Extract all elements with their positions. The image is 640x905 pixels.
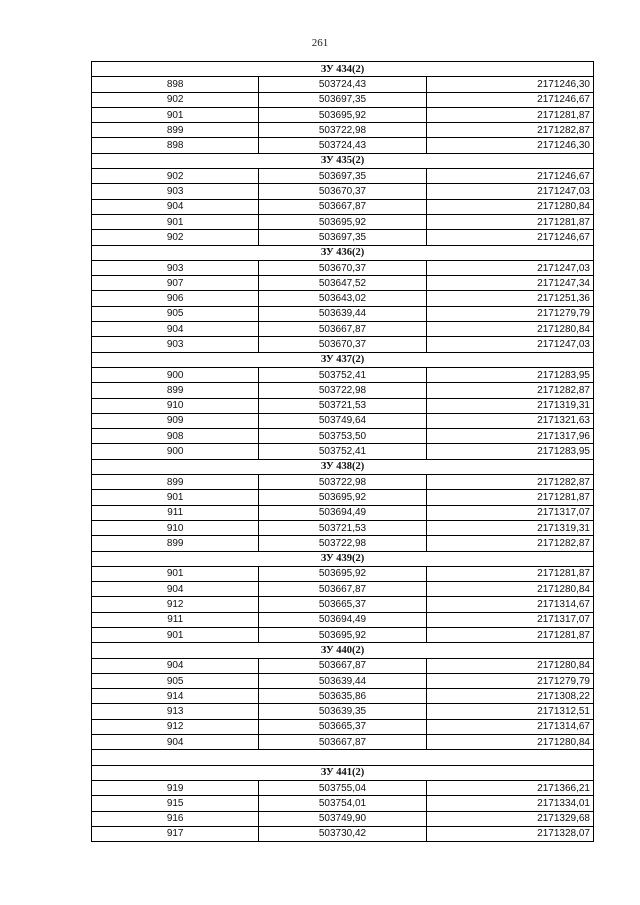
point-number-cell: 901 xyxy=(92,490,259,505)
section-title: ЗУ 438(2) xyxy=(92,459,594,474)
x-coordinate-cell: 503721,53 xyxy=(259,398,426,413)
point-number-cell: 902 xyxy=(92,230,259,245)
y-coordinate-cell: 2171329,68 xyxy=(426,811,593,826)
point-number-cell: 900 xyxy=(92,444,259,459)
x-coordinate-cell: 503730,42 xyxy=(259,826,426,841)
point-number-cell: 915 xyxy=(92,796,259,811)
point-number-cell: 904 xyxy=(92,199,259,214)
point-number-cell: 916 xyxy=(92,811,259,826)
table-row xyxy=(92,658,594,673)
y-coordinate-cell: 2171317,07 xyxy=(426,505,593,520)
y-coordinate-cell: 2171282,87 xyxy=(426,475,593,490)
table-row xyxy=(92,780,594,795)
point-number-cell: 903 xyxy=(92,337,259,352)
x-coordinate-cell: 503721,53 xyxy=(259,520,426,535)
y-coordinate-cell: 2171366,21 xyxy=(426,780,593,795)
section-header-row xyxy=(92,352,594,367)
table-row xyxy=(92,566,594,581)
point-number-cell: 899 xyxy=(92,536,259,551)
table-row xyxy=(92,398,594,413)
x-coordinate-cell: 503695,92 xyxy=(259,490,426,505)
section-header-row xyxy=(92,245,594,260)
y-coordinate-cell: 2171308,22 xyxy=(426,689,593,704)
y-coordinate-cell: 2171251,36 xyxy=(426,291,593,306)
point-number-cell: 914 xyxy=(92,689,259,704)
table-row xyxy=(92,811,594,826)
x-coordinate-cell: 503670,37 xyxy=(259,184,426,199)
y-coordinate-cell: 2171319,31 xyxy=(426,520,593,535)
y-coordinate-cell: 2171246,30 xyxy=(426,138,593,153)
section-title: ЗУ 435(2) xyxy=(92,153,594,168)
x-coordinate-cell: 503667,87 xyxy=(259,658,426,673)
y-coordinate-cell: 2171246,67 xyxy=(426,230,593,245)
table-row xyxy=(92,291,594,306)
y-coordinate-cell: 2171279,79 xyxy=(426,673,593,688)
y-coordinate-cell: 2171280,84 xyxy=(426,199,593,214)
x-coordinate-cell: 503665,37 xyxy=(259,597,426,612)
section-header-row xyxy=(92,62,594,77)
point-number-cell: 901 xyxy=(92,627,259,642)
table-row xyxy=(92,704,594,719)
x-coordinate-cell: 503667,87 xyxy=(259,322,426,337)
y-coordinate-cell: 2171282,87 xyxy=(426,536,593,551)
table-row xyxy=(92,582,594,597)
y-coordinate-cell: 2171247,03 xyxy=(426,260,593,275)
x-coordinate-cell: 503667,87 xyxy=(259,735,426,750)
table-row xyxy=(92,337,594,352)
x-coordinate-cell: 503694,49 xyxy=(259,505,426,520)
y-coordinate-cell: 2171280,84 xyxy=(426,658,593,673)
table-row xyxy=(92,184,594,199)
y-coordinate-cell: 2171282,87 xyxy=(426,383,593,398)
x-coordinate-cell: 503724,43 xyxy=(259,138,426,153)
table-row xyxy=(92,260,594,275)
x-coordinate-cell: 503749,64 xyxy=(259,413,426,428)
section-title: ЗУ 436(2) xyxy=(92,245,594,260)
table-row xyxy=(92,214,594,229)
table-row xyxy=(92,322,594,337)
section-header-row xyxy=(92,765,594,780)
y-coordinate-cell: 2171281,87 xyxy=(426,627,593,642)
y-coordinate-cell: 2171247,03 xyxy=(426,337,593,352)
table-row xyxy=(92,199,594,214)
x-coordinate-cell: 503722,98 xyxy=(259,123,426,138)
point-number-cell: 898 xyxy=(92,77,259,92)
table-row xyxy=(92,826,594,841)
x-coordinate-cell: 503697,35 xyxy=(259,230,426,245)
table-row xyxy=(92,276,594,291)
point-number-cell: 917 xyxy=(92,826,259,841)
table-row xyxy=(92,735,594,750)
y-coordinate-cell: 2171246,67 xyxy=(426,92,593,107)
y-coordinate-cell: 2171280,84 xyxy=(426,582,593,597)
y-coordinate-cell: 2171321,63 xyxy=(426,413,593,428)
y-coordinate-cell: 2171314,67 xyxy=(426,597,593,612)
x-coordinate-cell: 503670,37 xyxy=(259,260,426,275)
x-coordinate-cell: 503639,35 xyxy=(259,704,426,719)
point-number-cell: 910 xyxy=(92,520,259,535)
x-coordinate-cell: 503695,92 xyxy=(259,566,426,581)
y-coordinate-cell: 2171246,67 xyxy=(426,169,593,184)
table-row xyxy=(92,612,594,627)
x-coordinate-cell: 503722,98 xyxy=(259,536,426,551)
table-row xyxy=(92,444,594,459)
y-coordinate-cell: 2171328,07 xyxy=(426,826,593,841)
table-row xyxy=(92,520,594,535)
table-row xyxy=(92,367,594,382)
y-coordinate-cell: 2171279,79 xyxy=(426,306,593,321)
point-number-cell: 901 xyxy=(92,566,259,581)
point-number-cell: 905 xyxy=(92,673,259,688)
table-row xyxy=(92,673,594,688)
x-coordinate-cell: 503639,44 xyxy=(259,673,426,688)
x-coordinate-cell: 503749,90 xyxy=(259,811,426,826)
x-coordinate-cell: 503722,98 xyxy=(259,475,426,490)
empty-cell xyxy=(92,750,594,765)
point-number-cell: 908 xyxy=(92,429,259,444)
y-coordinate-cell: 2171283,95 xyxy=(426,444,593,459)
x-coordinate-cell: 503695,92 xyxy=(259,627,426,642)
table-row xyxy=(92,138,594,153)
y-coordinate-cell: 2171280,84 xyxy=(426,322,593,337)
y-coordinate-cell: 2171312,51 xyxy=(426,704,593,719)
section-title: ЗУ 434(2) xyxy=(92,62,594,77)
y-coordinate-cell: 2171281,87 xyxy=(426,566,593,581)
table-row xyxy=(92,230,594,245)
y-coordinate-cell: 2171314,67 xyxy=(426,719,593,734)
coordinates-table-body xyxy=(92,62,594,842)
x-coordinate-cell: 503754,01 xyxy=(259,796,426,811)
x-coordinate-cell: 503724,43 xyxy=(259,77,426,92)
table-row xyxy=(92,505,594,520)
x-coordinate-cell: 503753,50 xyxy=(259,429,426,444)
y-coordinate-cell: 2171283,95 xyxy=(426,367,593,382)
section-header-row xyxy=(92,153,594,168)
point-number-cell: 910 xyxy=(92,398,259,413)
section-title: ЗУ 441(2) xyxy=(92,765,594,780)
section-title: ЗУ 440(2) xyxy=(92,643,594,658)
table-row xyxy=(92,627,594,642)
x-coordinate-cell: 503694,49 xyxy=(259,612,426,627)
table-row xyxy=(92,77,594,92)
section-title: ЗУ 437(2) xyxy=(92,352,594,367)
x-coordinate-cell: 503639,44 xyxy=(259,306,426,321)
empty-spacer-row xyxy=(92,750,594,765)
x-coordinate-cell: 503665,37 xyxy=(259,719,426,734)
point-number-cell: 904 xyxy=(92,582,259,597)
y-coordinate-cell: 2171281,87 xyxy=(426,214,593,229)
y-coordinate-cell: 2171247,03 xyxy=(426,184,593,199)
table-row xyxy=(92,597,594,612)
y-coordinate-cell: 2171317,96 xyxy=(426,429,593,444)
page-number: 261 xyxy=(311,37,329,49)
point-number-cell: 919 xyxy=(92,780,259,795)
point-number-cell: 911 xyxy=(92,612,259,627)
point-number-cell: 900 xyxy=(92,367,259,382)
y-coordinate-cell: 2171281,87 xyxy=(426,107,593,122)
x-coordinate-cell: 503752,41 xyxy=(259,367,426,382)
y-coordinate-cell: 2171282,87 xyxy=(426,123,593,138)
y-coordinate-cell: 2171280,84 xyxy=(426,735,593,750)
point-number-cell: 904 xyxy=(92,658,259,673)
point-number-cell: 901 xyxy=(92,107,259,122)
y-coordinate-cell: 2171246,30 xyxy=(426,77,593,92)
table-row xyxy=(92,383,594,398)
table-row xyxy=(92,475,594,490)
table-row xyxy=(92,123,594,138)
point-number-cell: 904 xyxy=(92,322,259,337)
point-number-cell: 899 xyxy=(92,475,259,490)
x-coordinate-cell: 503667,87 xyxy=(259,582,426,597)
point-number-cell: 899 xyxy=(92,123,259,138)
point-number-cell: 909 xyxy=(92,413,259,428)
x-coordinate-cell: 503697,35 xyxy=(259,92,426,107)
point-number-cell: 898 xyxy=(92,138,259,153)
point-number-cell: 902 xyxy=(92,169,259,184)
point-number-cell: 913 xyxy=(92,704,259,719)
x-coordinate-cell: 503722,98 xyxy=(259,383,426,398)
point-number-cell: 902 xyxy=(92,92,259,107)
table-row xyxy=(92,92,594,107)
x-coordinate-cell: 503697,35 xyxy=(259,169,426,184)
y-coordinate-cell: 2171247,34 xyxy=(426,276,593,291)
y-coordinate-cell: 2171319,31 xyxy=(426,398,593,413)
table-row xyxy=(92,536,594,551)
table-row xyxy=(92,796,594,811)
point-number-cell: 903 xyxy=(92,260,259,275)
point-number-cell: 905 xyxy=(92,306,259,321)
table-row xyxy=(92,169,594,184)
point-number-cell: 901 xyxy=(92,214,259,229)
x-coordinate-cell: 503643,02 xyxy=(259,291,426,306)
x-coordinate-cell: 503752,41 xyxy=(259,444,426,459)
section-header-row xyxy=(92,643,594,658)
point-number-cell: 906 xyxy=(92,291,259,306)
section-header-row xyxy=(92,551,594,566)
x-coordinate-cell: 503647,52 xyxy=(259,276,426,291)
x-coordinate-cell: 503695,92 xyxy=(259,214,426,229)
table-row xyxy=(92,413,594,428)
table-row xyxy=(92,719,594,734)
point-number-cell: 904 xyxy=(92,735,259,750)
y-coordinate-cell: 2171334,01 xyxy=(426,796,593,811)
x-coordinate-cell: 503667,87 xyxy=(259,199,426,214)
point-number-cell: 911 xyxy=(92,505,259,520)
y-coordinate-cell: 2171281,87 xyxy=(426,490,593,505)
coordinates-table xyxy=(91,61,594,842)
x-coordinate-cell: 503635,86 xyxy=(259,689,426,704)
point-number-cell: 899 xyxy=(92,383,259,398)
point-number-cell: 903 xyxy=(92,184,259,199)
section-title: ЗУ 439(2) xyxy=(92,551,594,566)
x-coordinate-cell: 503755,04 xyxy=(259,780,426,795)
table-row xyxy=(92,490,594,505)
point-number-cell: 912 xyxy=(92,719,259,734)
section-header-row xyxy=(92,459,594,474)
x-coordinate-cell: 503695,92 xyxy=(259,107,426,122)
table-row xyxy=(92,107,594,122)
point-number-cell: 907 xyxy=(92,276,259,291)
point-number-cell: 912 xyxy=(92,597,259,612)
table-row xyxy=(92,689,594,704)
table-row xyxy=(92,306,594,321)
table-row xyxy=(92,429,594,444)
y-coordinate-cell: 2171317,07 xyxy=(426,612,593,627)
x-coordinate-cell: 503670,37 xyxy=(259,337,426,352)
